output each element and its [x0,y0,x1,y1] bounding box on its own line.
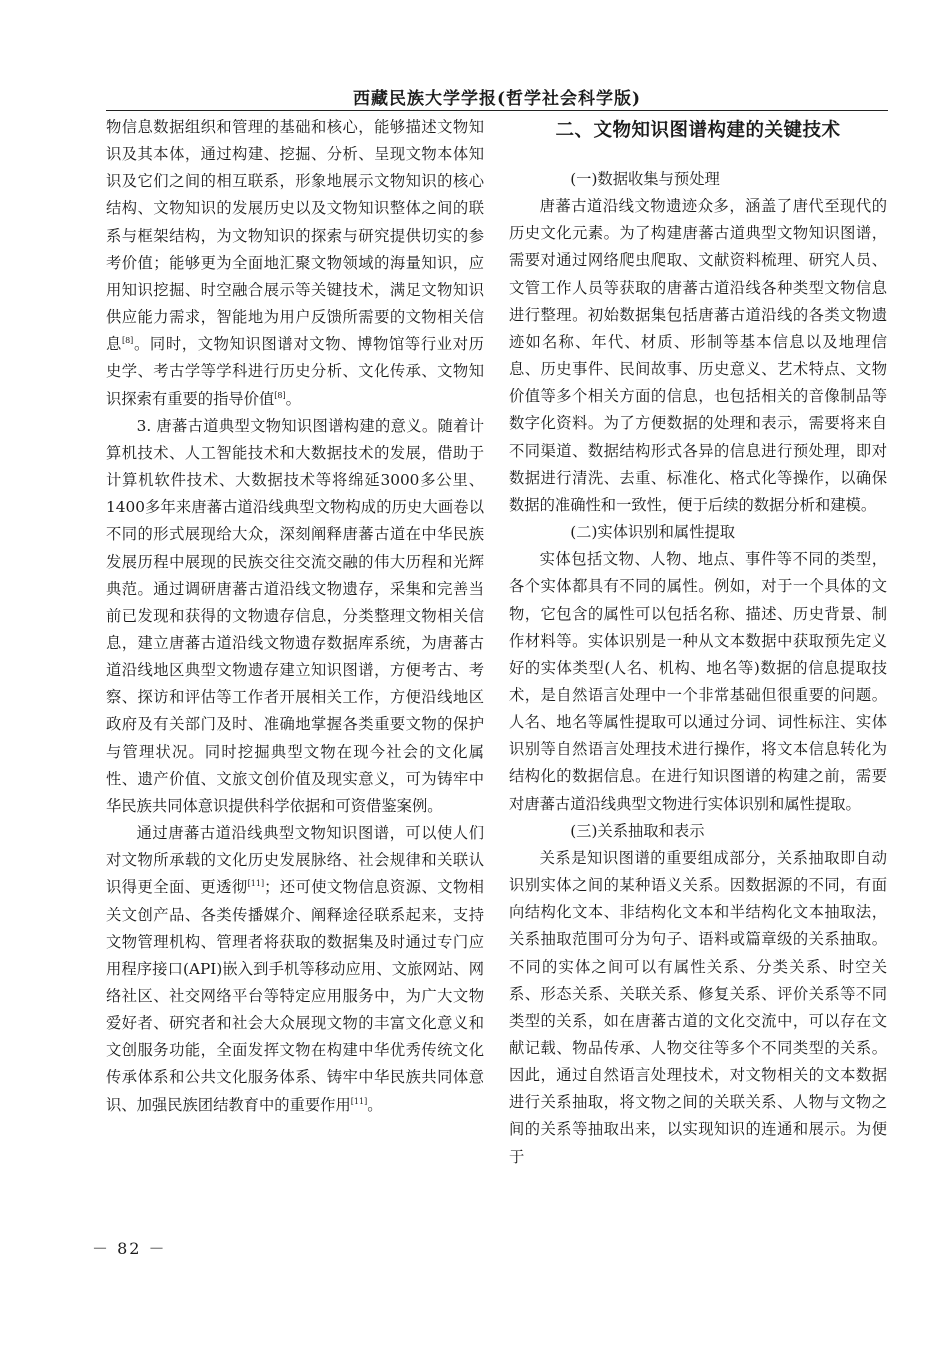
citation: [11] [247,879,265,889]
header-rule [106,110,888,111]
citation: [8] [121,336,134,346]
left-column [106,114,484,1119]
page-number: － 82 － [92,1239,167,1258]
citation: [8] [274,390,286,400]
paragraph: 实体包括文物、人物、地点、事件等不同的类型，各个实体都具有不同的属性。例如，对于一个具体的文物，它包含的属性可以包括名称、描述、历史背景、制作材料等。实体识别是一种从文本数据中获取预先定义好的实体类型(人名、机构、地名等)数据的信息提取技术，是自然语言处理中一个非常基础但很重要的问题。人名、地名等属性提取可以通过分词、词性标注、实体识别等自然语言处理技术进行操作，将文本信息转化为结构化的数据信息。在进行知识图谱的构建之前，需要对唐蕃古道沿线典型文物进行实体识别和属性提取。 [509,550,887,813]
subsection-heading: (一)数据收集与预处理 [570,170,720,188]
paragraph: 关系是知识图谱的重要组成部分，关系抽取即自动识别实体之间的某种语义关系。因数据源的不同，有面向结构化文本、非结构化文本和半结构化文本抽取法，关系抽取范围可分为句子、语料或篇章级的关系抽取。不同的实体之间可以有属性关系、分类关系、时空关系、形态关系、关联关系、修复关系、评价关系等不同类型的关系，如在唐蕃古道的文化交流中，可以存在文献记载、物品传承、人物交往等多个不同类型的关系。因此，通过自然语言处理技术，对文物相关的文本数据进行关系抽取，将文物之间的关联关系、人物与文物之间的关系等抽取出来，以实现知识的连通和展示。为便于 [509,848,887,1166]
section-title: 二、文物知识图谱构建的关键技术 [555,120,841,141]
paragraph [106,114,484,413]
running-header: 西藏民族大学学报(哲学社会科学版) [352,89,642,109]
citation: [11] [350,1096,368,1106]
paragraph-text: 通过唐蕃古道沿线典型文物知识图谱，可以使人们对文物所承载的文化历史发展脉络、社会规律和关联认识得更全面、更透彻 [106,824,484,897]
paragraph-text: ；还可使文物信息资源、文物相关文创产品、各类传播媒介、阐释途径联系起来，支持文物管理机构、管理者将获取的数据集及时通过专门应用程序接口(API)嵌入到手机等移动应用、文旅网站、网络社区、社交网络平台等特定应用服务中，为广大文物爱好者、研究者和社会大众展现文物的丰富文化意义和文创服务功能，全面发挥文物在构建中华优秀传统文化传承体系和公共文化服务体系、铸牢中华民族共同体意识、加强民族团结教育中的重要作用 [106,878,484,1114]
subsection-heading: (三)关系抽取和表示 [570,821,705,840]
paragraph-text: 。同时，文物知识图谱对文物、博物馆等行业对历史学、考古学等学科进行历史分析、文化传承、文物知识探索有重要的指导价值 [106,335,484,408]
paragraph: 3. 唐蕃古道典型文物知识图谱构建的意义。随着计算机技术、人工智能技术和大数据技术的发展，借助于计算机软件技术、大数据技术等将绵延3000多公里、1400多年来唐蕃古道沿线典型文物构成的历史大画卷以不同的形式展现给大众，深刻阐释唐蕃古道在中华民族发展历程中展现的民族交往交流交融的伟大历程和光辉典范。通过调研唐蕃古道沿线文物遗存，采集和完善当前已发现和获得的文物遗存信息，分类整理文物相关信息，建立唐蕃古道沿线文物遗存数据库系统，为唐蕃古道沿线地区典型文物遗存建立知识图谱，方便考古、考察、探访和评估等工作者开展相关工作，方便沿线地区政府及有关部门及时、准确地掌握各类重要文物的保护与管理状况。同时挖掘典型文物在现今社会的文化属性、遗产价值、文旅文创价值及现实意义，可为铸牢中华民族共同体意识提供科学依据和可资借鉴案例。 [106,416,484,815]
subsection-heading: (二)实体识别和属性提取 [570,523,736,542]
punctuation: 。 [285,389,301,408]
paragraph [106,820,484,1119]
punctuation: 。 [367,1095,383,1114]
paragraph: 唐蕃古道沿线文物遗迹众多，涵盖了唐代至现代的历史文化元素。为了构建唐蕃古道典型文物知识图谱，需要对通过网络爬虫爬取、文献资料梳理、研究人员、文管工作人员等获取的唐蕃古道沿线各种类型文物信息进行整理。初始数据集包括唐蕃古道沿线的各类文物遗迹如名称、年代、材质、形制等基本信息以及地理信息、历史事件、民间故事、历史意义、艺术特点、文物价值等多个相关方面的信息，也包括相关的音像制品等数字化资料。为了方便数据的处理和表示，需要将来自不同渠道、数据结构形式各异的信息进行预处理，即对数据进行清洗、去重、标准化、格式化等操作，以确保数据的准确性和一致性，便于后续的数据分析和建模。 [509,197,887,514]
paragraph-text: 物信息数据组织和管理的基础和核心，能够描述文物知识及其本体，通过构建、挖掘、分析、呈现文物本体知识及它们之间的相互联系，形象地展示文物知识的核心结构、文物知识的发展历史以及文物知识整体之间的联系与框架结构，为文物知识的探索与研究提供切实的参考价值；能够更为全面地汇聚文物领域的海量知识，应用知识挖掘、时空融合展示等关键技术，满足文物知识供应能力需求，智能地为用户反馈所需要的文物相关信息 [106,118,484,354]
right-column [509,114,887,1171]
